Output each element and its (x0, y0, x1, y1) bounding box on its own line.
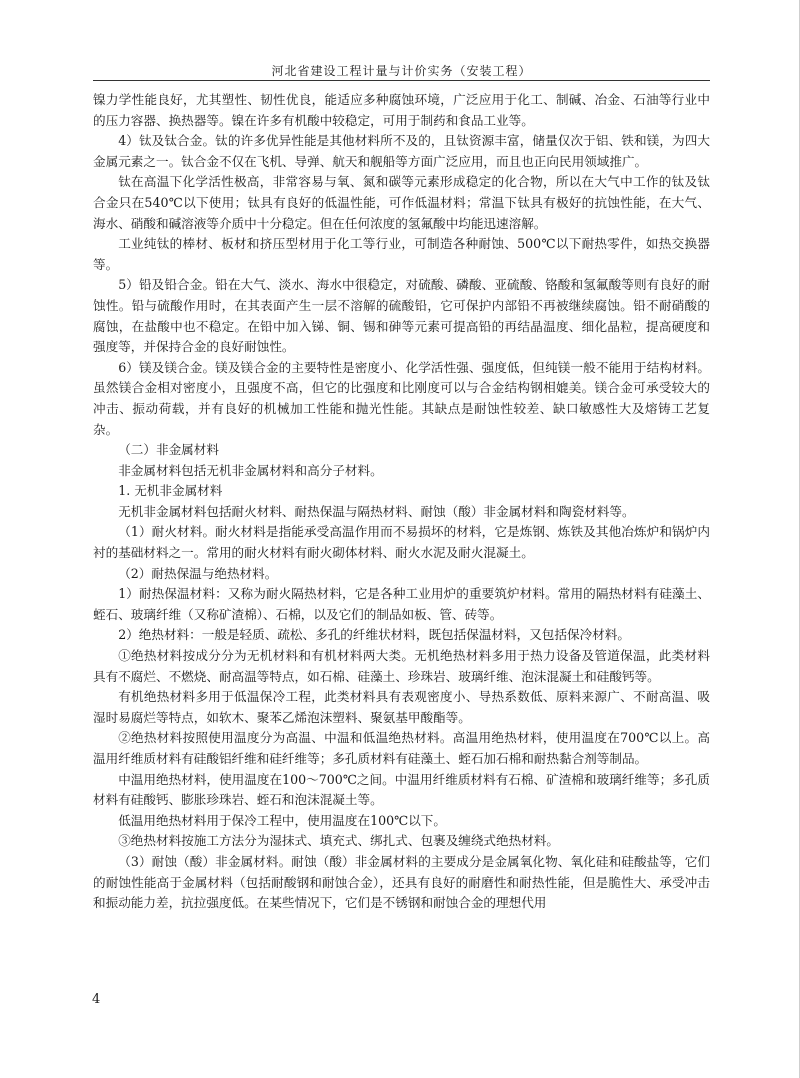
paragraph: 2）绝热材料：一般是轻质、疏松、多孔的纤维状材料，既包括保温材料，又包括保冷材料。 (118, 627, 630, 643)
paragraph: 非金属材料包括无机非金属材料和高分子材料。 (118, 462, 383, 478)
paragraph: 镍力学性能良好，尤其塑性、韧性优良，能适应多种腐蚀环境，广泛应用于化工、制碱、冶金、石油等行业中的压力容器、换热器等。镍在许多有机酸中较稳定，可用于制药和食品工业等。 (93, 92, 710, 128)
section-heading: （二）非金属材料 (118, 442, 219, 458)
paragraph: ②绝热材料按照使用温度分为高温、中温和低温绝热材料。高温用绝热材料，使用温度在700℃以上。高温用纤维质材料有硅酸铝纤维和硅纤维等；多孔质材料有硅藻土、蛭石加石棉和耐热黏合剂等制品。 (93, 730, 710, 766)
paragraph: 1）耐热保温材料：又称为耐火隔热材料，它是各种工业用炉的重要筑炉材料。常用的隔热材料有硅藻土、蛭石、玻璃纤维（又称矿渣棉）、石棉，以及它们的制品如板、管、砖等。 (93, 586, 710, 622)
body-text (93, 90, 710, 914)
paragraph: 中温用绝热材料，使用温度在100～700℃之间。中温用纤维质材料有石棉、矿渣棉和玻璃纤维等；多孔质材料有硅酸钙、膨胀珍珠岩、蛭石和泡沫混凝土等。 (93, 771, 710, 808)
paragraph: （2）耐热保温与绝热材料。 (118, 565, 278, 581)
paragraph: 6）镁及镁合金。镁及镁合金的主要特性是密度小、化学活性强、强度低，但纯镁一般不能用于结构材料。虽然镁合金相对密度小，且强度不高，但它的比强度和比刚度可以与合金结构钢相媲美。镁合金可承受较大的冲击、振动荷载，并有良好的机械加工性能和抛光性能。其缺点是耐蚀性较差、缺口敏感性大及熔铸工艺复杂。 (93, 359, 710, 437)
subsection-heading: 1. 无机非金属材料 (118, 483, 223, 499)
paragraph: 4）钛及钛合金。钛的许多优异性能是其他材料所不及的，且钛资源丰富，储量仅次于铝、铁和镁，为四大金属元素之一。钛合金不仅在飞机、导弹、航天和舰船等方面广泛应用，而且也正向民用领域推广。 (93, 133, 710, 169)
paragraph: 钛在高温下化学活性极高，非常容易与氧、氮和碳等元素形成稳定的化合物，所以在大气中工作的钛及钛合金只在540℃以下使用；钛具有良好的低温性能，可作低温材料；常温下钛具有极好的抗蚀性能，在大气、海水、硝酸和碱溶液等介质中十分稳定。但在任何浓度的氢氟酸中均能迅速溶解。 (93, 174, 710, 231)
paragraph: 工业纯钛的棒材、板材和挤压型材用于化工等行业，可制造各种耐蚀、500℃以下耐热零件，如热交换器等。 (93, 236, 710, 272)
paragraph: 5）铅及铅合金。铅在大气、淡水、海水中很稳定，对硫酸、磷酸、亚硫酸、铬酸和氢氟酸等则有良好的耐蚀性。铅与硫酸作用时，在其表面产生一层不溶解的硫酸铅，它可保护内部铅不再被继续腐蚀。铅不耐硝酸的腐蚀，在盐酸中也不稳定。在铅中加入锑、铜、锡和砷等元素可提高铅的再结晶温度、细化晶粒，提高硬度和强度等，并保持合金的良好耐蚀性。 (93, 277, 710, 355)
paragraph: （3）耐蚀（酸）非金属材料。耐蚀（酸）非金属材料的主要成分是金属氧化物、氧化硅和硅酸盐等，它们的耐蚀性能高于金属材料（包括耐酸钢和耐蚀合金），还具有良好的耐磨性和耐热性能，但是脆性大、承受冲击和振动能力差，抗拉强度低。在某些情况下，它们是不锈钢和耐蚀合金的理想代用 (93, 853, 710, 911)
running-header: 河北省建设工程计量与计价实务（安装工程） (271, 64, 532, 78)
paragraph: 无机非金属材料包括耐火材料、耐热保温与隔热材料、耐蚀（酸）非金属材料和陶瓷材料等。 (118, 503, 635, 519)
page-number: 4 (92, 992, 101, 1007)
paragraph: ③绝热材料按施工方法分为湿抹式、填充式、绑扎式、包裹及缠绕式绝热材料。 (118, 833, 559, 849)
paragraph: 有机绝热材料多用于低温保冷工程，此类材料具有表观密度小、导热系数低、原料来源广、不耐高温、吸湿时易腐烂等特点，如软木、聚苯乙烯泡沫塑料、聚氨基甲酸酯等。 (93, 689, 710, 725)
paragraph: 低温用绝热材料用于保冷工程中，使用温度在100℃以下。 (118, 812, 446, 828)
header-rule (93, 80, 710, 81)
paragraph: （1）耐火材料。耐火材料是指能承受高温作用而不易损坏的材料，它是炼钢、炼铁及其他冶炼炉和锅炉内衬的基础材料之一。常用的耐火材料有耐火砌体材料、耐火水泥及耐火混凝土。 (93, 524, 710, 561)
paragraph: ①绝热材料按成分分为无机材料和有机材料两大类。无机绝热材料多用于热力设备及管道保温，此类材料具有不腐烂、不燃烧、耐高温等特点，如石棉、硅藻土、珍珠岩、玻璃纤维、泡沫混凝土和硅酸钙等。 (93, 648, 710, 684)
